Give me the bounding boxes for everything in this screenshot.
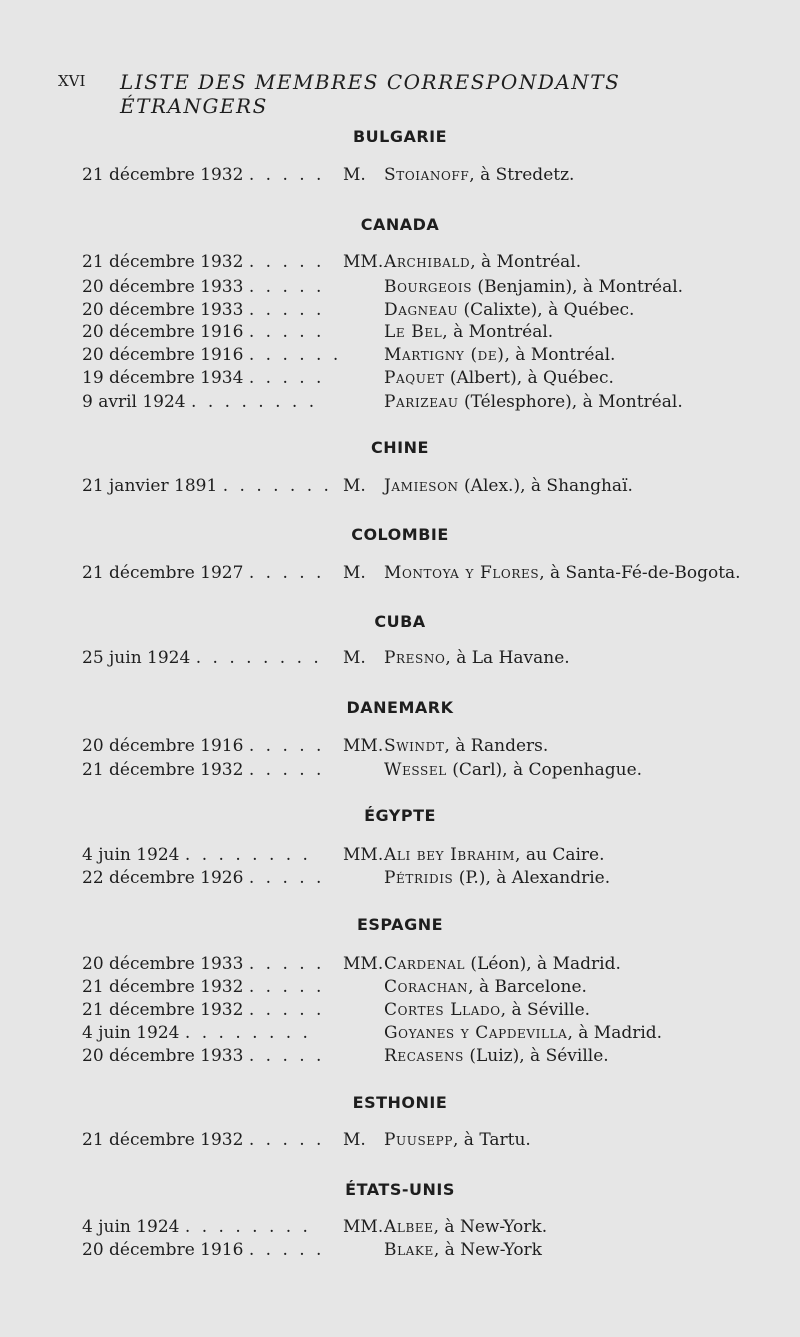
member-entry [0, 1023, 800, 1047]
date-text: 4 juin 1924 [82, 1217, 180, 1237]
member-details: (Albert), à Québec. [444, 368, 614, 388]
member-title: M. [343, 165, 366, 185]
member-name: Wessel [384, 760, 447, 780]
member-details: (Alex.), à Shanghaï. [458, 476, 633, 496]
member-entry [0, 322, 800, 346]
member-entry [0, 1046, 800, 1070]
date-text: 21 décembre 1927 [82, 563, 244, 583]
leader-dots: . . . . . [248, 252, 325, 272]
leader-dots: . . . . . [248, 1130, 325, 1150]
member-info [384, 476, 633, 496]
member-name: Jamieson [384, 476, 459, 496]
member-info [384, 760, 642, 780]
leader-dots: . . . . . [248, 563, 325, 583]
member-name: Blake [384, 1240, 434, 1260]
member-name: Martigny (de) [384, 345, 505, 365]
leader-dots: . . . . . . . . [191, 392, 318, 412]
date-text: 21 décembre 1932 [82, 252, 244, 272]
member-name: Paquet [384, 368, 445, 388]
date-text: 21 décembre 1932 [82, 1000, 244, 1020]
country-heading: BULGARIE [352, 127, 448, 146]
member-name: Bourgeois [384, 277, 473, 297]
election-date [82, 1217, 311, 1237]
country-heading: CUBA [374, 612, 426, 631]
election-date [82, 345, 341, 365]
date-text: 19 décembre 1934 [82, 368, 244, 388]
member-info [384, 392, 683, 412]
member-details: , à Barcelone. [468, 977, 587, 997]
election-date [82, 322, 324, 342]
member-entry [0, 845, 800, 869]
date-text: 4 juin 1924 [82, 845, 180, 865]
member-details: (P.), à Alexandrie. [453, 868, 611, 888]
member-entry [0, 648, 800, 672]
leader-dots: . . . . . . . . [195, 648, 322, 668]
country-heading: ESTHONIE [352, 1093, 448, 1112]
member-name: Goyanes y Capdevilla [384, 1023, 568, 1043]
election-date [82, 648, 322, 668]
country-heading: ÉGYPTE [364, 806, 436, 825]
member-name: Albee [384, 1217, 434, 1237]
country-heading: CANADA [360, 215, 440, 234]
member-info [384, 1130, 531, 1150]
date-text: 20 décembre 1916 [82, 322, 244, 342]
date-text: 20 décembre 1916 [82, 345, 244, 365]
member-details: , à Séville. [500, 1000, 591, 1020]
member-title: M. [343, 563, 366, 583]
member-details: , à Stredetz. [469, 165, 575, 185]
election-date [82, 300, 324, 320]
election-date [82, 845, 311, 865]
member-name: Recasens [384, 1046, 464, 1066]
page-title: LISTE DES MEMBRES CORRESPONDANTS ÉTRANGERS [120, 70, 621, 118]
member-details: , à New-York [433, 1240, 542, 1260]
election-date [82, 1130, 324, 1150]
leader-dots: . . . . . [248, 322, 325, 342]
member-entry [0, 563, 800, 587]
member-info [384, 165, 574, 185]
leader-dots: . . . . . . . . [184, 845, 311, 865]
election-date [82, 277, 324, 297]
member-title: M. [343, 476, 366, 496]
member-info [384, 563, 741, 583]
leader-dots: . . . . . [248, 1046, 325, 1066]
member-title: M. [343, 1130, 366, 1150]
member-entry [0, 1240, 800, 1264]
member-entry [0, 1217, 800, 1241]
member-name: Le Bel [384, 322, 443, 342]
member-details: , à Santa-Fé-de-Bogota. [539, 563, 741, 583]
member-entry [0, 252, 800, 276]
country-heading: CHINE [371, 438, 429, 457]
election-date [82, 165, 324, 185]
member-info [384, 252, 581, 272]
member-info [384, 868, 610, 888]
member-name: Corachan [384, 977, 469, 997]
date-text: 20 décembre 1933 [82, 1046, 244, 1066]
election-date [82, 868, 324, 888]
member-details: , à Randers. [444, 736, 549, 756]
leader-dots: . . . . . [248, 760, 325, 780]
member-entry [0, 977, 800, 1001]
member-details: , à Montréal. [470, 252, 582, 272]
election-date [82, 392, 317, 412]
election-date [82, 252, 324, 272]
member-name: Parizeau [384, 392, 459, 412]
leader-dots: . . . . . . . [222, 476, 332, 496]
member-info [384, 954, 621, 974]
leader-dots: . . . . . [248, 954, 325, 974]
member-details: , à Madrid. [567, 1023, 663, 1043]
member-details: , au Caire. [515, 845, 605, 865]
leader-dots: . . . . . [248, 736, 325, 756]
country-heading: COLOMBIE [351, 525, 449, 544]
member-entry [0, 368, 800, 392]
member-details: (Carl), à Copenhague. [446, 760, 643, 780]
member-details: , à Montréal. [442, 322, 554, 342]
election-date [82, 977, 324, 997]
member-entry [0, 760, 800, 784]
member-name: Pétridis [384, 868, 454, 888]
member-info [384, 977, 587, 997]
leader-dots: . . . . . [248, 868, 325, 888]
date-text: 21 décembre 1932 [82, 760, 244, 780]
member-info [384, 368, 614, 388]
member-entry [0, 1000, 800, 1024]
election-date [82, 736, 324, 756]
leader-dots: . . . . . [248, 1240, 325, 1260]
leader-dots: . . . . . [248, 300, 325, 320]
election-date [82, 563, 324, 583]
member-info [384, 845, 605, 865]
member-title: MM. [343, 845, 384, 865]
member-title: MM. [343, 954, 384, 974]
member-info [384, 1023, 662, 1043]
leader-dots: . . . . . [248, 277, 325, 297]
election-date [82, 1240, 324, 1260]
member-title: MM. [343, 1217, 384, 1237]
country-heading: ÉTATS-UNIS [345, 1180, 455, 1199]
member-name: Dagneau [384, 300, 459, 320]
country-heading: DANEMARK [346, 698, 454, 717]
date-text: 25 juin 1924 [82, 648, 191, 668]
date-text: 9 avril 1924 [82, 392, 186, 412]
member-details: (Léon), à Madrid. [465, 954, 621, 974]
date-text: 21 décembre 1932 [82, 1130, 244, 1150]
date-text: 21 décembre 1932 [82, 977, 244, 997]
date-text: 22 décembre 1926 [82, 868, 244, 888]
country-heading: ESPAGNE [356, 915, 444, 934]
member-info [384, 345, 615, 365]
member-details: , à La Havane. [445, 648, 570, 668]
member-name: Puusepp [384, 1130, 453, 1150]
member-entry [0, 392, 800, 416]
member-entry [0, 954, 800, 978]
member-info [384, 1000, 590, 1020]
leader-dots: . . . . . [248, 368, 325, 388]
member-name: Cardenal [384, 954, 466, 974]
election-date [82, 1023, 311, 1043]
member-name: Stoianoff [384, 165, 470, 185]
date-text: 21 décembre 1932 [82, 165, 244, 185]
member-entry [0, 1130, 800, 1154]
election-date [82, 368, 324, 388]
member-entry [0, 165, 800, 189]
member-details: (Luiz), à Séville. [463, 1046, 609, 1066]
member-entry [0, 277, 800, 301]
page-number: XVI [58, 72, 86, 90]
date-text: 20 décembre 1916 [82, 736, 244, 756]
leader-dots: . . . . . . [248, 345, 342, 365]
member-entry [0, 300, 800, 324]
date-text: 20 décembre 1933 [82, 954, 244, 974]
election-date [82, 760, 324, 780]
date-text: 20 décembre 1916 [82, 1240, 244, 1260]
member-entry [0, 736, 800, 760]
member-name: Cortes Llado [384, 1000, 501, 1020]
member-details: (Benjamin), à Montréal. [472, 277, 684, 297]
date-text: 21 janvier 1891 [82, 476, 218, 496]
member-name: Swindt [384, 736, 445, 756]
member-info [384, 648, 570, 668]
member-name: Ali bey Ibrahim [384, 845, 516, 865]
election-date [82, 1046, 324, 1066]
member-entry [0, 345, 800, 369]
member-details: , à Montréal. [504, 345, 616, 365]
member-entry [0, 476, 800, 500]
member-name: Presno [384, 648, 446, 668]
election-date [82, 476, 332, 496]
date-text: 4 juin 1924 [82, 1023, 180, 1043]
member-title: MM. [343, 252, 384, 272]
leader-dots: . . . . . [248, 165, 325, 185]
member-title: M. [343, 648, 366, 668]
member-info [384, 322, 553, 342]
member-info [384, 736, 548, 756]
member-info [384, 1217, 547, 1237]
election-date [82, 954, 324, 974]
running-header [58, 70, 758, 118]
member-name: Archibald [384, 252, 471, 272]
date-text: 20 décembre 1933 [82, 277, 244, 297]
member-details: (Télesphore), à Montréal. [458, 392, 683, 412]
leader-dots: . . . . . . . . [184, 1023, 311, 1043]
leader-dots: . . . . . [248, 1000, 325, 1020]
date-text: 20 décembre 1933 [82, 300, 244, 320]
member-info [384, 300, 634, 320]
leader-dots: . . . . . [248, 977, 325, 997]
election-date [82, 1000, 324, 1020]
member-entry [0, 868, 800, 892]
member-name: Montoya y Flores [384, 563, 540, 583]
member-info [384, 277, 683, 297]
member-info [384, 1240, 542, 1260]
leader-dots: . . . . . . . . [184, 1217, 311, 1237]
member-info [384, 1046, 609, 1066]
member-details: , à Tartu. [453, 1130, 531, 1150]
member-details: , à New-York. [433, 1217, 548, 1237]
member-details: (Calixte), à Québec. [458, 300, 635, 320]
member-title: MM. [343, 736, 384, 756]
